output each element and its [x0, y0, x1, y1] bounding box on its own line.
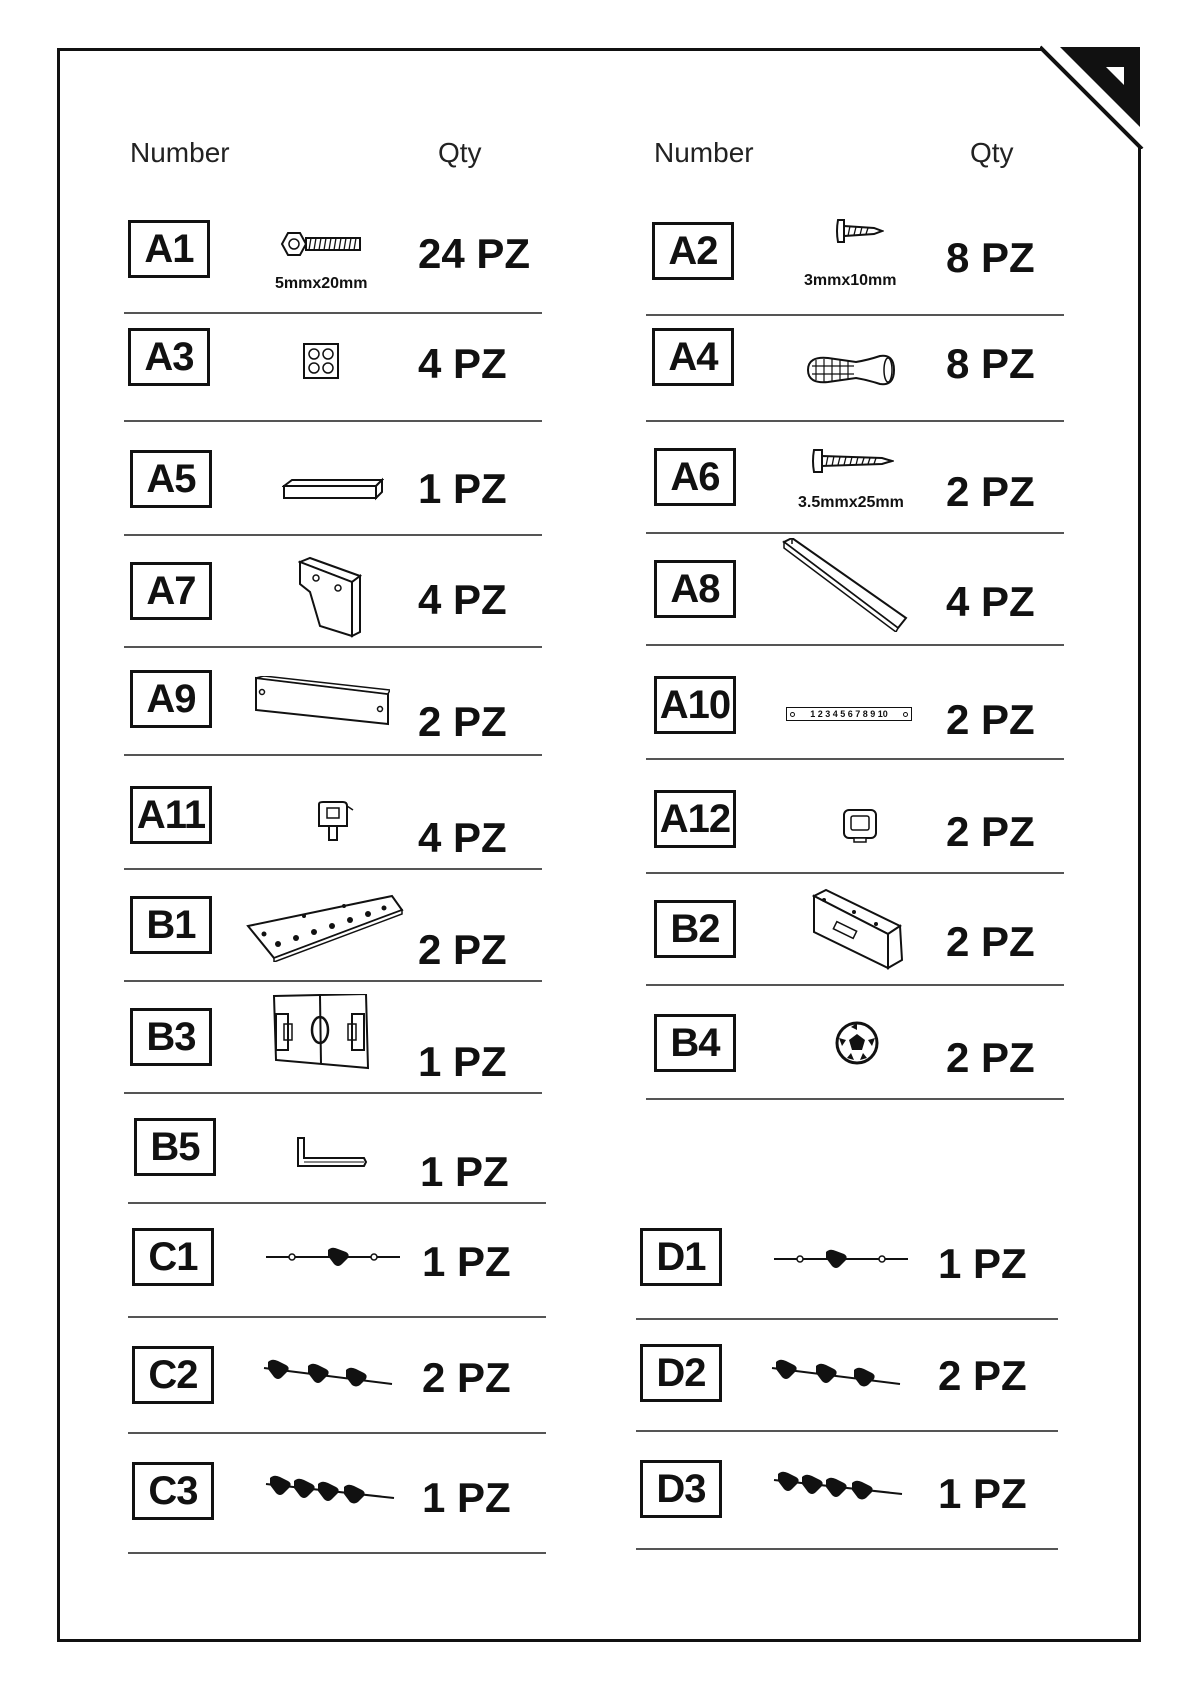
part-qty-a4: 8 PZ [946, 340, 1035, 387]
row-divider [124, 754, 542, 756]
rod-bracket-icon [313, 800, 357, 844]
rod-three-players-icon [770, 1356, 902, 1388]
counter-numbers: 1 2 3 4 5 6 7 8 9 10 [810, 709, 888, 719]
row-divider [646, 984, 1064, 986]
part-qty-d3: 1 PZ [938, 1470, 1027, 1517]
part-qty-c3: 1 PZ [422, 1474, 511, 1521]
part-qty-a7: 4 PZ [418, 576, 507, 623]
angle-strip-icon [782, 538, 908, 632]
part-code-a11: A11 [130, 786, 212, 844]
row-divider [646, 532, 1064, 534]
rod-one-player-icon [772, 1246, 910, 1272]
part-size-a2: 3mmx10mm [804, 272, 897, 289]
part-code-a5: A5 [130, 450, 212, 508]
row-divider [124, 1092, 542, 1094]
part-code-a9: A9 [130, 670, 212, 728]
four-hole-plate-icon [302, 342, 340, 380]
rod-three-players-icon [262, 1356, 394, 1388]
part-qty-b4: 2 PZ [946, 1034, 1035, 1081]
rod-four-players-icon [772, 1470, 904, 1502]
row-divider [646, 758, 1064, 760]
bar-icon [282, 476, 384, 502]
part-code-a2: A2 [652, 222, 734, 280]
row-divider [636, 1430, 1058, 1432]
part-code-d2: D2 [640, 1344, 722, 1402]
part-qty-b1: 2 PZ [418, 926, 507, 973]
header-number-left: Number [130, 137, 230, 168]
score-counter-icon [786, 707, 912, 721]
part-qty-b2: 2 PZ [946, 918, 1035, 965]
row-divider [636, 1318, 1058, 1320]
part-code-a10: A10 [654, 676, 736, 734]
rod-four-players-icon [264, 1474, 396, 1506]
part-code-a6: A6 [654, 448, 736, 506]
part-code-b2: B2 [654, 900, 736, 958]
part-code-c2: C2 [132, 1346, 214, 1404]
part-qty-a8: 4 PZ [946, 578, 1035, 625]
hex-bolt-icon [278, 230, 364, 258]
part-qty-a1: 24 PZ [418, 230, 531, 277]
part-qty-a9: 2 PZ [418, 698, 507, 745]
part-code-d1: D1 [640, 1228, 722, 1286]
playfield-icon [270, 994, 370, 1076]
part-qty-c2: 2 PZ [422, 1354, 511, 1401]
row-divider [124, 646, 542, 648]
goal-box-icon [812, 888, 904, 970]
small-screw-icon [834, 218, 884, 244]
rod-one-player-icon [264, 1244, 402, 1270]
part-code-b3: B3 [130, 1008, 212, 1066]
part-qty-b3: 1 PZ [418, 1038, 507, 1085]
counter-hole-icon [903, 712, 908, 717]
row-divider [646, 872, 1064, 874]
row-divider [636, 1548, 1058, 1550]
row-divider [124, 868, 542, 870]
row-divider [124, 534, 542, 536]
part-code-a12: A12 [654, 790, 736, 848]
corner-mark-icon [1040, 45, 1144, 149]
header-number-right: Number [654, 137, 754, 168]
row-divider [128, 1316, 546, 1318]
part-qty-c1: 1 PZ [422, 1238, 511, 1285]
header-qty-left: Qty [438, 137, 482, 168]
row-divider [124, 312, 542, 314]
row-divider [646, 420, 1064, 422]
part-size-a6: 3.5mmx25mm [798, 494, 904, 511]
part-code-a4: A4 [652, 328, 734, 386]
row-divider [646, 644, 1064, 646]
part-qty-d2: 2 PZ [938, 1352, 1027, 1399]
row-divider [124, 420, 542, 422]
row-divider [646, 314, 1064, 316]
part-code-c1: C1 [132, 1228, 214, 1286]
counter-hole-icon [790, 712, 795, 717]
end-cap-icon [842, 808, 878, 844]
part-qty-a12: 2 PZ [946, 808, 1035, 855]
part-qty-a3: 4 PZ [418, 340, 507, 387]
part-code-b1: B1 [130, 896, 212, 954]
part-code-a1: A1 [128, 220, 210, 278]
row-divider [128, 1202, 546, 1204]
perforated-plate-icon [244, 892, 404, 962]
part-code-a8: A8 [654, 560, 736, 618]
part-code-c3: C3 [132, 1462, 214, 1520]
row-divider [128, 1552, 546, 1554]
handle-grip-icon [804, 350, 898, 390]
allen-key-icon [294, 1136, 368, 1170]
part-size-a1: 5mmx20mm [275, 275, 368, 292]
wood-screw-icon [810, 448, 894, 476]
board-icon [254, 676, 390, 728]
part-qty-d1: 1 PZ [938, 1240, 1027, 1287]
part-code-b5: B5 [134, 1118, 216, 1176]
part-qty-a10: 2 PZ [946, 696, 1035, 743]
part-qty-b5: 1 PZ [420, 1148, 509, 1195]
part-code-b4: B4 [654, 1014, 736, 1072]
part-qty-a11: 4 PZ [418, 814, 507, 861]
part-qty-a2: 8 PZ [946, 234, 1035, 281]
part-qty-a6: 2 PZ [946, 468, 1035, 515]
row-divider [646, 1098, 1064, 1100]
part-code-a7: A7 [130, 562, 212, 620]
row-divider [128, 1432, 546, 1434]
part-code-a3: A3 [128, 328, 210, 386]
header-qty-right: Qty [970, 137, 1014, 168]
corner-block-icon [298, 556, 364, 638]
part-code-d3: D3 [640, 1460, 722, 1518]
soccer-ball-icon [834, 1020, 880, 1066]
part-qty-a5: 1 PZ [418, 465, 507, 512]
row-divider [124, 980, 542, 982]
